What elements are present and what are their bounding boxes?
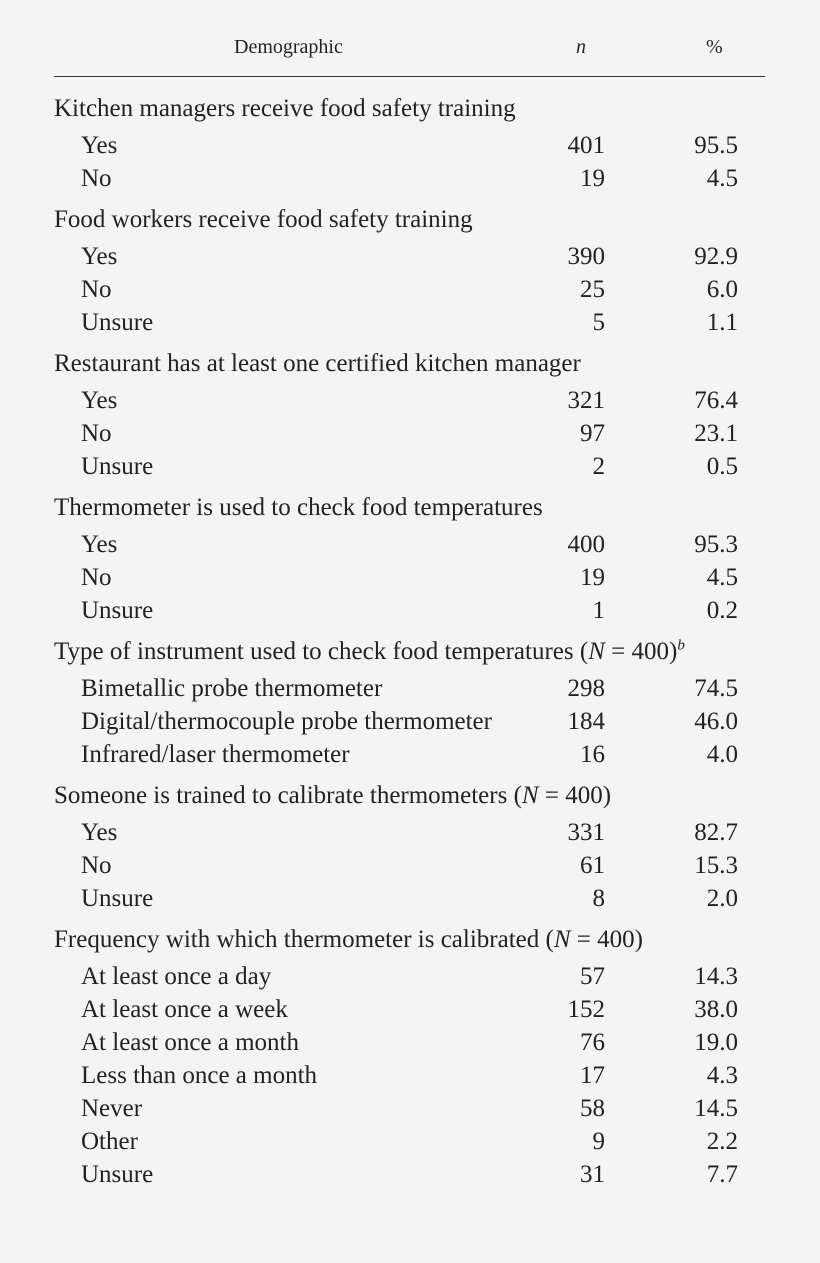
table-row — [54, 240, 765, 273]
row-n: 76 — [580, 1029, 605, 1056]
row-percent: 4.3 — [706, 1062, 738, 1089]
table-row — [54, 1125, 765, 1158]
table-row — [54, 450, 765, 483]
group-title-rest: = 400) — [604, 638, 678, 665]
table-group — [54, 348, 765, 483]
row-label: Other — [81, 1128, 138, 1155]
row-percent: 15.3 — [694, 852, 738, 879]
row-percent: 19.0 — [694, 1029, 738, 1056]
row-n: 400 — [567, 531, 605, 558]
row-label: Less than once a month — [81, 1062, 318, 1089]
row-n: 321 — [567, 387, 605, 414]
table-row — [54, 1026, 765, 1059]
row-percent: 92.9 — [694, 243, 738, 270]
table-row — [54, 849, 765, 882]
row-percent: 46.0 — [694, 708, 738, 735]
row-n: 58 — [580, 1095, 605, 1122]
row-n: 401 — [567, 132, 605, 159]
row-n: 97 — [580, 420, 605, 447]
row-label: At least once a week — [81, 996, 288, 1023]
row-label: Yes — [81, 819, 118, 846]
row-label: Unsure — [81, 885, 154, 912]
row-label: Bimetallic probe thermometer — [81, 675, 383, 702]
group-title-var: N — [553, 926, 571, 953]
group-title-text: Type of instrument used to check food temperatures ( — [54, 638, 589, 665]
row-percent: 95.3 — [694, 531, 738, 558]
row-percent: 7.7 — [706, 1161, 738, 1188]
row-label: No — [81, 420, 112, 447]
row-n: 8 — [592, 885, 605, 912]
table-row — [54, 306, 765, 339]
table-row — [54, 384, 765, 417]
row-label: At least once a month — [81, 1029, 299, 1056]
row-label: Unsure — [81, 597, 154, 624]
table-group — [54, 780, 765, 915]
group-title-rest: = 400) — [538, 782, 612, 809]
row-label: Never — [81, 1095, 143, 1122]
row-percent: 2.2 — [706, 1128, 738, 1155]
group-title: Thermometer is used to check food temperatures — [54, 494, 543, 521]
table-group — [54, 924, 765, 1191]
table-row — [54, 738, 765, 771]
table-row — [54, 816, 765, 849]
table-row — [54, 993, 765, 1026]
row-label: No — [81, 852, 112, 879]
table-header — [54, 36, 765, 64]
group-title — [54, 924, 765, 960]
row-label: Unsure — [81, 453, 154, 480]
row-n: 9 — [592, 1128, 605, 1155]
row-n: 17 — [580, 1062, 605, 1089]
table-row — [54, 528, 765, 561]
table-row — [54, 561, 765, 594]
header-demographic: Demographic — [234, 36, 343, 58]
table-group — [54, 636, 765, 771]
row-label: Yes — [81, 243, 118, 270]
row-percent: 2.0 — [706, 885, 738, 912]
row-n: 390 — [567, 243, 605, 270]
row-label: No — [81, 564, 112, 591]
row-n: 152 — [567, 996, 605, 1023]
row-n: 1 — [592, 597, 605, 624]
row-percent: 1.1 — [706, 309, 738, 336]
table-body — [54, 93, 765, 1200]
row-n: 5 — [592, 309, 605, 336]
row-n: 331 — [567, 819, 605, 846]
row-label: Yes — [81, 531, 118, 558]
table-row — [54, 960, 765, 993]
footnote-marker: b — [677, 637, 685, 654]
row-percent: 4.5 — [706, 165, 738, 192]
row-percent: 0.2 — [706, 597, 738, 624]
group-title — [54, 636, 765, 672]
group-title: Food workers receive food safety training — [54, 206, 473, 233]
table-row — [54, 705, 765, 738]
table-row — [54, 672, 765, 705]
group-title-rest: = 400) — [570, 926, 643, 953]
group-title-text: Someone is trained to calibrate thermometers ( — [54, 782, 522, 809]
header-rule — [54, 76, 765, 77]
row-percent: 6.0 — [706, 276, 738, 303]
group-title-text: Frequency with which thermometer is calibrated ( — [54, 926, 554, 953]
row-percent: 76.4 — [694, 387, 738, 414]
row-n: 25 — [580, 276, 605, 303]
group-title-var: N — [521, 782, 539, 809]
row-percent: 23.1 — [694, 420, 738, 447]
row-n: 57 — [580, 963, 605, 990]
row-label: Digital/thermocouple probe thermometer — [81, 708, 492, 735]
row-percent: 14.5 — [694, 1095, 738, 1122]
row-n: 298 — [567, 675, 605, 702]
row-label: Yes — [81, 132, 118, 159]
row-percent: 82.7 — [694, 819, 738, 846]
row-percent: 4.5 — [706, 564, 738, 591]
row-percent: 0.5 — [706, 453, 738, 480]
row-percent: 95.5 — [694, 132, 738, 159]
header-n: n — [576, 36, 586, 58]
group-title-var: N — [588, 638, 605, 665]
row-percent: 38.0 — [694, 996, 738, 1023]
row-label: No — [81, 165, 112, 192]
row-n: 61 — [580, 852, 605, 879]
row-n: 184 — [567, 708, 605, 735]
row-percent: 4.0 — [706, 741, 738, 768]
table-row — [54, 1092, 765, 1125]
row-n: 19 — [580, 564, 605, 591]
row-n: 19 — [580, 165, 605, 192]
table-row — [54, 1158, 765, 1191]
table-row — [54, 273, 765, 306]
row-n: 2 — [592, 453, 605, 480]
table-row — [54, 417, 765, 450]
row-n: 31 — [580, 1161, 605, 1188]
header-percent: % — [706, 36, 723, 58]
table-group — [54, 93, 765, 195]
row-percent: 74.5 — [694, 675, 738, 702]
group-title — [54, 780, 765, 816]
row-label: Unsure — [81, 309, 154, 336]
row-percent: 14.3 — [694, 963, 738, 990]
row-label: Infrared/laser thermometer — [81, 741, 350, 768]
row-label: Yes — [81, 387, 118, 414]
table-row — [54, 162, 765, 195]
row-label: At least once a day — [81, 963, 272, 990]
table-row — [54, 129, 765, 162]
table-row — [54, 594, 765, 627]
group-title: Kitchen managers receive food safety training — [54, 95, 516, 122]
row-label: No — [81, 276, 112, 303]
row-label: Unsure — [81, 1161, 154, 1188]
table-group — [54, 492, 765, 627]
table-row — [54, 882, 765, 915]
table-row — [54, 1059, 765, 1092]
row-n: 16 — [580, 741, 605, 768]
table-group — [54, 204, 765, 339]
group-title: Restaurant has at least one certified kitchen manager — [54, 350, 581, 377]
